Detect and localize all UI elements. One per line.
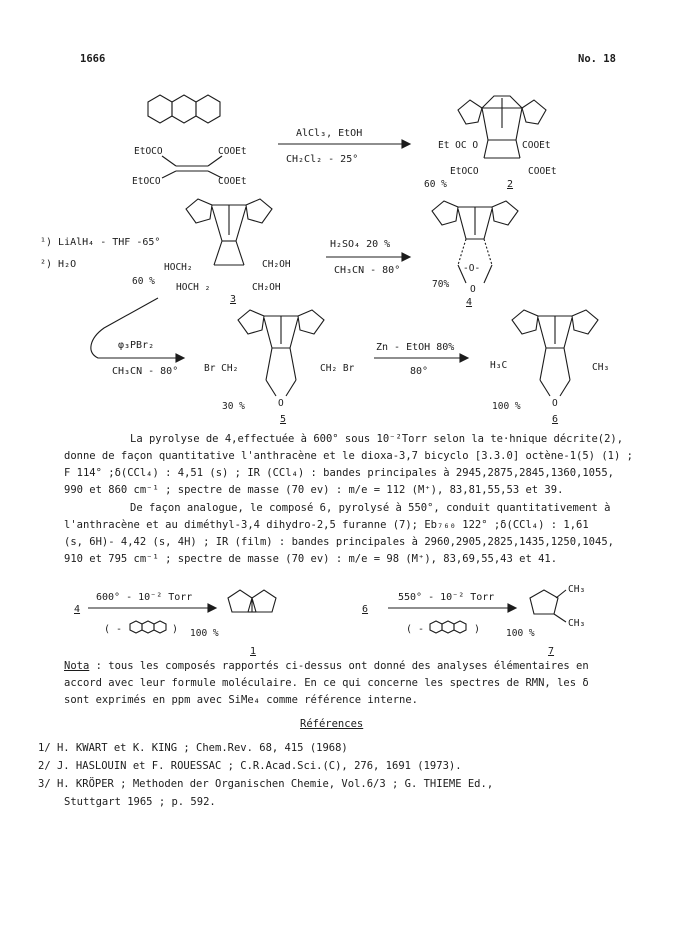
pyrolysis-left-conditions: 600° - 10⁻² Torr [96, 592, 193, 603]
reactant-top-right-label: COOEt [218, 146, 247, 157]
pyrolysis-left-yield: 100 % [190, 628, 219, 639]
bromomethyl-left-label: Br CH₂ [204, 363, 239, 374]
yield-label: 60 % [132, 276, 155, 287]
reactant-top-label: EtOCO [134, 146, 163, 157]
compound-number-7: 7 [548, 646, 555, 656]
product-left-top-label: Et OC O [438, 140, 479, 151]
paragraph-2-line-1: De façon analogue, le composé 6, pyrolysé à 550°, conduit quantitativement à [130, 502, 611, 514]
compound-number-2: 2 [507, 179, 514, 190]
paragraph-2-line-4: 910 et 795 cm⁻¹ ; spectre de masse (70 ev) : m/e = 98 (M⁺), 83,69,55,43 et 41. [64, 553, 558, 565]
yield-label: 30 % [222, 401, 245, 412]
note-block [64, 658, 624, 709]
ring-oxygen-label: -O- [463, 263, 481, 274]
references-title: Références [300, 718, 364, 730]
reference-3: 3/ H. KRÖPER ; Methoden der Organischen Chemie, Vol.6/3 ; G. THIEME Ed., [38, 778, 494, 790]
pyrolysis-left-reactant: 4 [74, 604, 81, 615]
paragraph-1-line-3: F 114° ;δ(CCl₄) : 4,51 (s) ; IR (CCl₄) : bandes principales à 2945,2875,2845,1360,1055, [64, 467, 614, 479]
note-line-1: : tous les composés rapportés ci-dessus ont donné des analyses élémentaires en [89, 660, 589, 672]
product-right-top-label: COOEt [522, 140, 551, 151]
reagent-top-label: φ₃PBr₂ [118, 340, 155, 351]
ring-oxygen-label-2: O [552, 398, 558, 409]
diester-alkene-structure [162, 156, 222, 178]
pyrolysis-right-close-paren: ) [474, 624, 481, 635]
compound-number-3: 3 [230, 294, 237, 305]
step-1-label: ¹) LiAlH₄ - THF -65° [40, 237, 161, 248]
compound-1-structure [228, 590, 276, 612]
compound-5-structure [238, 310, 324, 396]
compound-number-4: 4 [466, 297, 473, 308]
bromomethyl-right-label: CH₂ Br [320, 363, 355, 374]
methyl-top-label: CH₃ [568, 584, 586, 595]
compound-7-structure [530, 590, 566, 622]
pyrolysis-right-reactant: 6 [362, 604, 369, 615]
anthracene-mini-left [130, 621, 166, 633]
anthracene-mini-right [430, 621, 466, 633]
note-line-3: sont exprimés en ppm avec SiMe₄ comme référence interne. [64, 694, 419, 706]
paragraph-1-line-2: donne de façon quantitative l'anthracène et le dioxa-3,7 bicyclo [3.3.0] octène-1(5) (1) ; [64, 450, 633, 462]
page-number: 1666 [80, 53, 106, 65]
reference-2: 2/ J. HASLOUIN et F. ROUESSAC ; C.R.Acad.Sci.(C), 276, 1691 (1973). [38, 760, 462, 772]
reagent-bottom-label: CH₃CN - 80° [112, 366, 179, 377]
reagent-2-bottom-label: 80° [410, 366, 429, 377]
reactant-bottom-right-label: COOEt [218, 176, 247, 187]
issue-number: No. 18 [578, 53, 616, 65]
methyl-left-label: H₃C [490, 360, 508, 371]
ring-oxygen-label: O [278, 398, 284, 409]
paragraph-1 [64, 431, 633, 499]
reactant-bottom-label: EtOCO [132, 176, 161, 187]
pyrolysis-schemes [0, 576, 680, 656]
reagent-bottom-label: CH₂Cl₂ - 25° [286, 154, 359, 165]
methyl-bottom-label: CH₃ [568, 618, 586, 629]
ring-oxygen-label-2: O [470, 284, 476, 295]
scheme-3 [0, 296, 680, 426]
paragraph-2-line-3: (s, 6H)- 4,42 (s, 4H) ; IR (film) : bandes principales à 2960,2905,2825,1435,1250,1045, [64, 536, 614, 548]
reagent-2-top-label: Zn - EtOH 80% [376, 342, 455, 353]
compound-3-structure [186, 199, 272, 265]
pyrolysis-left-close-paren: ) [172, 624, 179, 635]
compound-number-1: 1 [250, 646, 257, 656]
note-line-2: accord avec leur formule moléculaire. En ce qui concerne les spectres de RMN, les δ [64, 677, 589, 689]
product-right-bottom-label: COOEt [528, 166, 557, 177]
ch2oh-right-label: CH₂OH [262, 259, 291, 270]
paragraph-2-line-2: l'anthracène et au diméthyl-3,4 dihydro-2,5 furanne (7); Eb₇₆₀ 122° ;δ(CCl₄) : 1,61 [64, 519, 589, 531]
reference-3-continued: Stuttgart 1965 ; p. 592. [64, 796, 216, 808]
anthracene-structure [148, 95, 220, 123]
paragraph-1-line-4: 990 et 860 cm⁻¹ ; spectre de masse (70 ev) : m/e = 112 (M⁺), 83,81,55,53 et 39. [64, 484, 564, 496]
reagent-top-label: H₂SO₄ 20 % [330, 239, 391, 250]
yield-label-2: 100 % [492, 401, 521, 412]
ch2oh-bottom-label: CH₂OH [252, 282, 281, 293]
pyrolysis-right-yield: 100 % [506, 628, 535, 639]
pyrolysis-right-byproduct: ( - [406, 624, 425, 635]
note-label: Nota [64, 660, 90, 672]
compound-6-structure [512, 310, 598, 396]
step-2-label: ²) H₂O [40, 259, 77, 270]
paragraph-2 [64, 500, 624, 568]
methyl-right-label: CH₃ [592, 362, 610, 373]
yield-label: 60 % [424, 179, 447, 190]
compound-number-5: 5 [280, 414, 287, 425]
pyrolysis-right-conditions: 550° - 10⁻² Torr [398, 592, 495, 603]
reference-1: 1/ H. KWART et K. KING ; Chem.Rev. 68, 415 (1968) [38, 742, 348, 754]
reagent-top-label: AlCl₃, EtOH [296, 128, 363, 139]
reagent-bottom-label: CH₃CN - 80° [334, 265, 401, 276]
hoch2-bottom-label: HOCH ₂ [176, 282, 211, 293]
compound-number-6: 6 [552, 414, 559, 425]
yield-label-2: 70% [432, 279, 450, 290]
paragraph-1-line-1: La pyrolyse de 4,effectuée à 600° sous 10⁻²Torr selon la te·hnique décrite(2), [130, 433, 624, 445]
pyrolysis-left-byproduct: ( - [104, 624, 123, 635]
hoch2-left-label: HOCH₂ [164, 262, 193, 273]
product-left-bottom-label: EtOCO [450, 166, 479, 177]
